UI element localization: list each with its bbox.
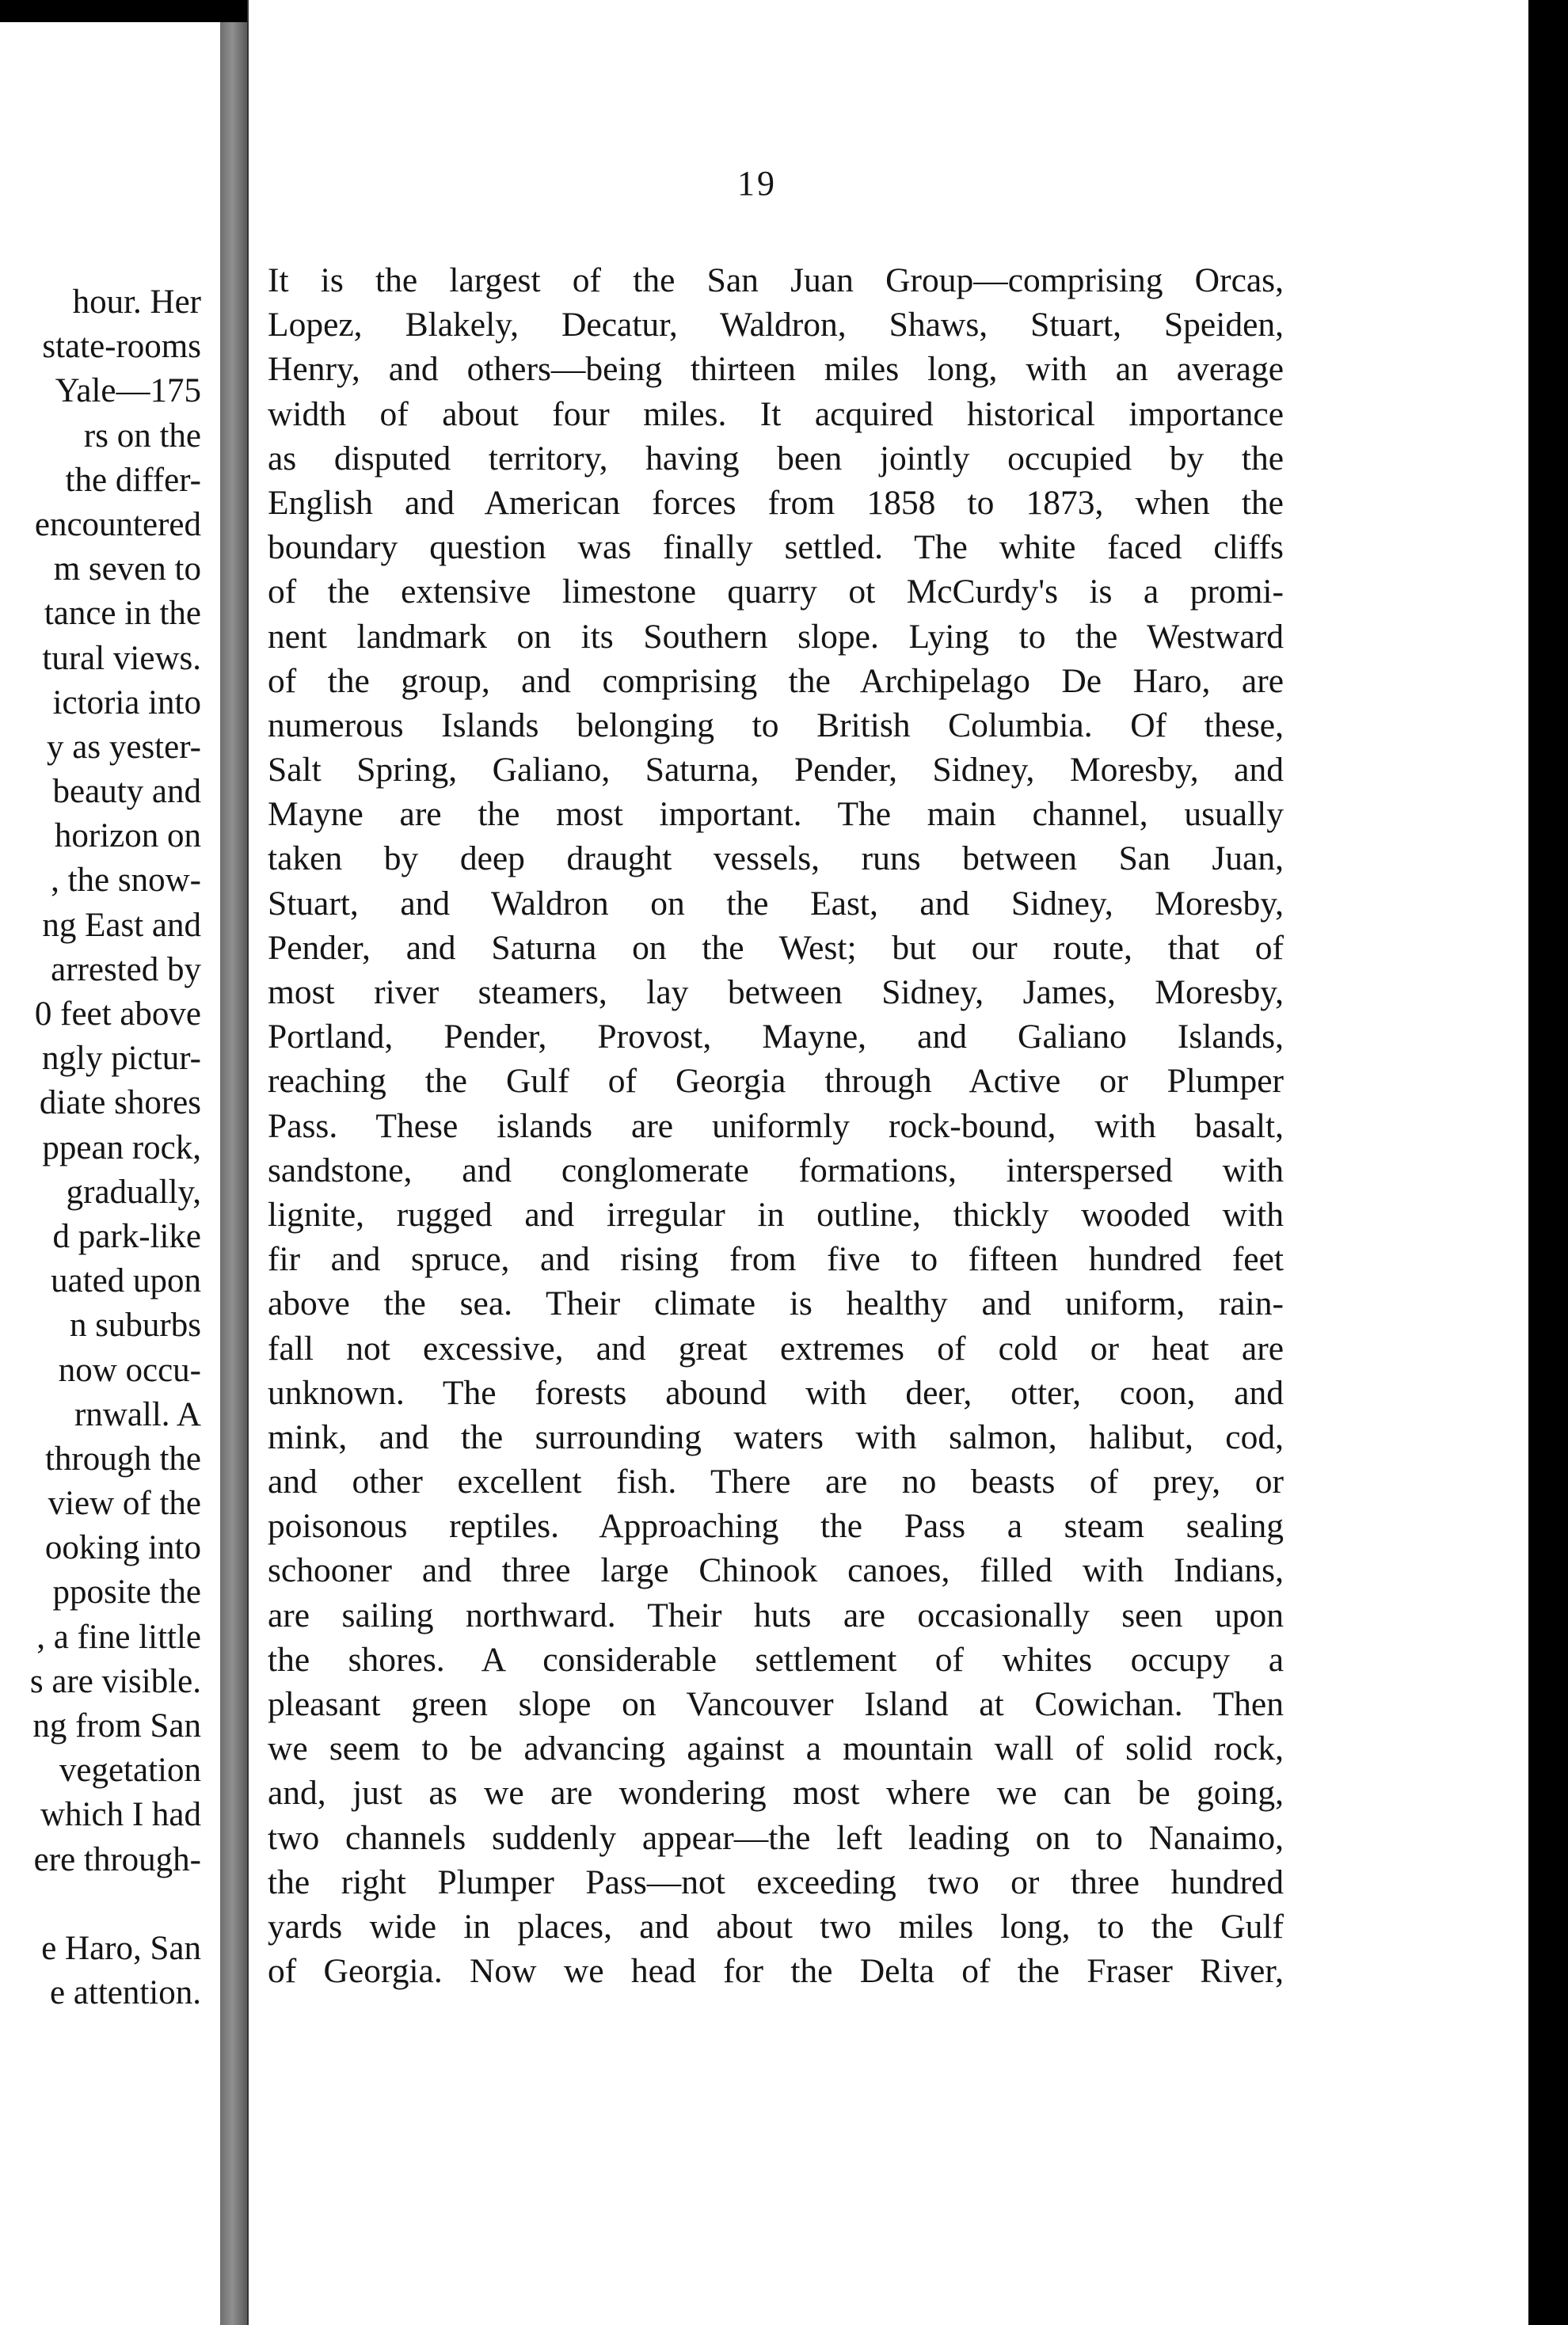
body-text-line: sandstone, and conglomerate formations, interspersed with xyxy=(268,1151,1284,1189)
body-text-line: lignite, rugged and irregular in outline, thickly wooded with xyxy=(268,1195,1284,1234)
left-page-line: horizon on xyxy=(54,817,201,855)
left-page-line: now occu- xyxy=(58,1351,201,1389)
body-text-line: and other excellent fish. There are no beasts of prey, or xyxy=(268,1463,1284,1501)
left-page-line: 0 feet above xyxy=(34,995,201,1033)
left-page-line: n suburbs xyxy=(69,1307,201,1345)
page-number: 19 xyxy=(737,164,777,203)
body-text-line: Portland, Pender, Provost, Mayne, and Galiano Islands, xyxy=(268,1018,1284,1056)
body-text-line: and, just as we are wondering most where we can be going, xyxy=(268,1774,1284,1813)
left-page-line: ng East and xyxy=(42,906,201,944)
body-text-line: most river steamers, lay between Sidney, James, Moresby, xyxy=(268,973,1284,1011)
left-page-line: uated upon xyxy=(51,1262,201,1300)
left-page-line: d park-like xyxy=(52,1217,201,1255)
body-text-line: unknown. The forests abound with deer, otter, coon, and xyxy=(268,1373,1284,1412)
body-text-line: taken by deep draught vessels, runs between San Juan, xyxy=(268,839,1284,878)
body-text-line: we seem to be advancing against a mountain wall of solid rock, xyxy=(268,1729,1284,1768)
left-page-line: , a fine little xyxy=(36,1618,201,1656)
left-page-fragment xyxy=(0,22,220,2325)
left-page-line: hour. Her xyxy=(72,283,201,321)
left-page-line: state-rooms xyxy=(42,328,201,366)
left-page-line: the differ- xyxy=(65,461,201,499)
left-page-line: ngly pictur- xyxy=(42,1040,201,1078)
left-page-line: encountered xyxy=(34,505,201,543)
left-page-line: through the xyxy=(44,1440,201,1478)
body-text-line: mink, and the surrounding waters with salmon, halibut, cod, xyxy=(268,1417,1284,1456)
body-text-line: fir and spruce, and rising from five to fifteen hundred feet xyxy=(268,1240,1284,1279)
page-body-text xyxy=(268,258,1284,1993)
left-page-line: vegetation xyxy=(59,1752,201,1790)
body-text-line: of the group, and comprising the Archipelago De Haro, are xyxy=(268,661,1284,700)
body-text-line: Salt Spring, Galiano, Saturna, Pender, Sidney, Moresby, and xyxy=(268,751,1284,790)
left-page-line: m seven to xyxy=(53,550,201,588)
left-page-line: rs on the xyxy=(83,417,201,455)
scan-right-border xyxy=(1528,0,1568,2325)
left-page-line: ppean rock, xyxy=(42,1128,201,1166)
left-page-line: ere through- xyxy=(33,1840,201,1878)
body-text-line: the right Plumper Pass—not exceeding two or three hundred xyxy=(268,1863,1284,1901)
body-text-line: Stuart, and Waldron on the East, and Sidney, Moresby, xyxy=(268,884,1284,923)
body-text-line: are sailing northward. Their huts are occasionally seen upon xyxy=(268,1596,1284,1634)
body-text-line: nent landmark on its Southern slope. Lying to the Westward xyxy=(268,617,1284,656)
body-text-line: of Georgia. Now we head for the Delta of the Fraser River, xyxy=(268,1952,1284,1991)
left-page-line: tance in the xyxy=(44,595,201,633)
body-text-line: as disputed territory, having been jointly occupied by the xyxy=(268,439,1284,478)
book-gutter xyxy=(220,22,247,2325)
body-text-line: two channels suddenly appear—the left leading on to Nanaimo, xyxy=(268,1818,1284,1857)
left-page-line: beauty and xyxy=(52,773,201,811)
body-text-line: pleasant green slope on Vancouver Island at Cowichan. Then xyxy=(268,1685,1284,1723)
left-page-line xyxy=(0,1882,201,1927)
left-page-line: view of the xyxy=(48,1485,201,1523)
body-text-line: reaching the Gulf of Georgia through Active or Plumper xyxy=(268,1062,1284,1101)
left-page-line: pposite the xyxy=(52,1573,201,1612)
left-page-line: Yale—175 xyxy=(55,372,201,410)
body-text-line: English and American forces from 1858 to 1873, when the xyxy=(268,483,1284,522)
body-text-line: of the extensive limestone quarry ot McCurdy's is a promi- xyxy=(268,573,1284,611)
body-text-line: Lopez, Blakely, Decatur, Waldron, Shaws, Stuart, Speiden, xyxy=(268,306,1284,344)
left-page-line: gradually, xyxy=(66,1173,201,1211)
left-page-text xyxy=(0,280,201,2015)
body-text-line: Henry, and others—being thirteen miles long, with an average xyxy=(268,350,1284,389)
body-text-line: Pender, and Saturna on the West; but our route, that of xyxy=(268,928,1284,967)
body-text-line: numerous Islands belonging to British Columbia. Of these, xyxy=(268,706,1284,744)
left-page-line: arrested by xyxy=(51,950,201,988)
body-text-line: boundary question was finally settled. The white faced cliffs xyxy=(268,528,1284,567)
body-text-line: Mayne are the most important. The main channel, usually xyxy=(268,795,1284,834)
left-page-line: ooking into xyxy=(44,1529,201,1567)
left-page-line: s are visible. xyxy=(29,1662,201,1700)
body-text-line: poisonous reptiles. Approaching the Pass a steam sealing xyxy=(268,1507,1284,1546)
body-text-line: yards wide in places, and about two miles long, to the Gulf xyxy=(268,1907,1284,1946)
left-page-line: rnwall. A xyxy=(74,1395,201,1433)
left-page-line: e Haro, San xyxy=(41,1929,201,1967)
left-page-line: ng from San xyxy=(32,1707,201,1745)
body-text-line: above the sea. Their climate is healthy and uniform, rain- xyxy=(268,1284,1284,1323)
body-text-line: width of about four miles. It acquired historical importance xyxy=(268,394,1284,433)
body-text-line: It is the largest of the San Juan Group—comprising Orcas, xyxy=(268,261,1284,299)
body-text-line: schooner and three large Chinook canoes, filled with Indians, xyxy=(268,1551,1284,1590)
left-page-line: which I had xyxy=(40,1796,201,1834)
left-page-line: ictoria into xyxy=(52,683,201,721)
body-text-line: the shores. A considerable settlement of whites occupy a xyxy=(268,1640,1284,1679)
body-text-line: Pass. These islands are uniformly rock-bound, with basalt, xyxy=(268,1106,1284,1145)
left-page-line: diate shores xyxy=(39,1084,201,1122)
left-page-line: e attention. xyxy=(49,1974,201,2012)
left-page-line: , the snow- xyxy=(51,862,201,900)
left-page-line: tural views. xyxy=(42,639,201,677)
left-page-line: y as yester- xyxy=(47,728,201,766)
body-text-line: fall not excessive, and great extremes of cold or heat are xyxy=(268,1329,1284,1368)
